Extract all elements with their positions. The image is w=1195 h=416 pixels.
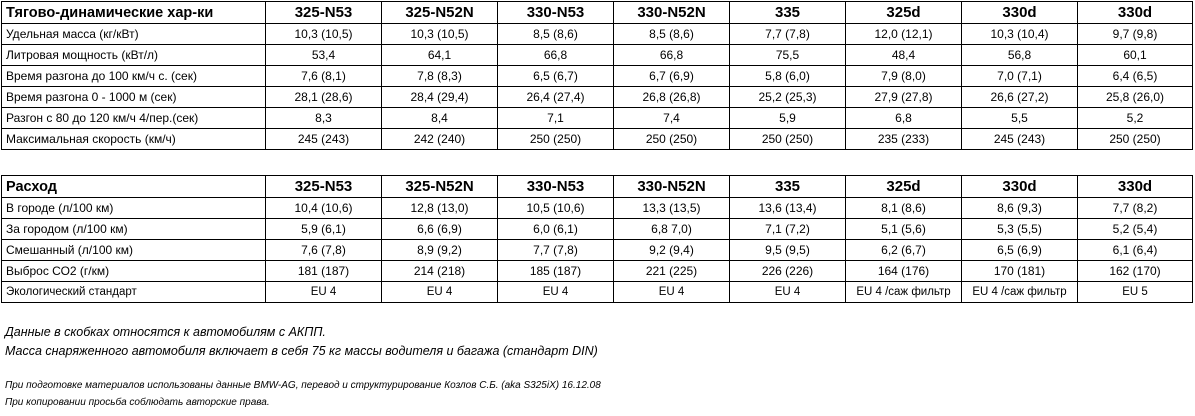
model-header: 330d <box>962 2 1078 24</box>
table-cell: EU 5 <box>1078 282 1193 303</box>
table-cell: 7,4 <box>614 108 730 129</box>
table-cell: 10,4 (10,6) <box>266 198 382 219</box>
model-header: 330-N53 <box>498 176 614 198</box>
table-cell: 8,5 (8,6) <box>498 24 614 45</box>
table-cell: 26,4 (27,4) <box>498 87 614 108</box>
model-header: 330d <box>962 176 1078 198</box>
table-cell: 7,7 (7,8) <box>730 24 846 45</box>
table-cell: 5,2 (5,4) <box>1078 219 1193 240</box>
table-cell: 5,3 (5,5) <box>962 219 1078 240</box>
table-cell: 9,2 (9,4) <box>614 240 730 261</box>
model-header: 330d <box>1078 176 1193 198</box>
row-label: Экологический стандарт <box>2 282 266 303</box>
row-label: Время разгона до 100 км/ч с. (сек) <box>2 66 266 87</box>
table-cell: 10,5 (10,6) <box>498 198 614 219</box>
table-cell: 6,6 (6,9) <box>382 219 498 240</box>
table-cell: 235 (233) <box>846 129 962 150</box>
row-label: Разгон с 80 до 120 км/ч 4/пер.(сек) <box>2 108 266 129</box>
model-header: 330-N53 <box>498 2 614 24</box>
note-mass: Масса снаряженного автомобиля включает в себя 75 кг массы водителя и багажа (стандарт DIN) <box>5 344 598 358</box>
table-cell: 245 (243) <box>266 129 382 150</box>
consumption-table <box>1 175 1193 303</box>
table-cell: 162 (170) <box>1078 261 1193 282</box>
table-cell: 5,9 <box>730 108 846 129</box>
copyright-note: При копировании просьба соблюдать авторские права. <box>5 397 270 408</box>
model-header: 325d <box>846 176 962 198</box>
table-row <box>2 219 1193 240</box>
table-cell: EU 4 <box>730 282 846 303</box>
row-label: За городом (л/100 км) <box>2 219 266 240</box>
table-cell: 12,8 (13,0) <box>382 198 498 219</box>
table-row <box>2 129 1193 150</box>
table-cell: 6,5 (6,7) <box>498 66 614 87</box>
model-header: 330d <box>1078 2 1193 24</box>
table-cell: 75,5 <box>730 45 846 66</box>
table-cell: 6,5 (6,9) <box>962 240 1078 261</box>
table-cell: 8,5 (8,6) <box>614 24 730 45</box>
model-header: 335 <box>730 176 846 198</box>
table-cell: 8,3 <box>266 108 382 129</box>
table-cell: 7,0 (7,1) <box>962 66 1078 87</box>
table-row <box>2 261 1193 282</box>
table-cell: 5,5 <box>962 108 1078 129</box>
table-cell: 6,4 (6,5) <box>1078 66 1193 87</box>
model-header: 325-N52N <box>382 176 498 198</box>
table-cell: 8,4 <box>382 108 498 129</box>
table-row <box>2 87 1193 108</box>
row-label: Удельная масса (кг/кВт) <box>2 24 266 45</box>
table-cell: 164 (176) <box>846 261 962 282</box>
table-cell: 8,9 (9,2) <box>382 240 498 261</box>
table-cell: 25,8 (26,0) <box>1078 87 1193 108</box>
table-cell: 250 (250) <box>614 129 730 150</box>
table-cell: 7,8 (8,3) <box>382 66 498 87</box>
table-cell: 28,1 (28,6) <box>266 87 382 108</box>
table-cell: 10,3 (10,5) <box>266 24 382 45</box>
table-cell: 6,1 (6,4) <box>1078 240 1193 261</box>
table-row <box>2 24 1193 45</box>
table-cell: 10,3 (10,4) <box>962 24 1078 45</box>
table-cell: 10,3 (10,5) <box>382 24 498 45</box>
note-automatic: Данные в скобках относятся к автомобилям с АКПП. <box>5 325 326 339</box>
table-cell: EU 4 <box>382 282 498 303</box>
model-header: 325-N52N <box>382 2 498 24</box>
table-cell: 7,6 (7,8) <box>266 240 382 261</box>
model-header: 330-N52N <box>614 176 730 198</box>
row-label: Литровая мощность (кВт/л) <box>2 45 266 66</box>
row-label: Максимальная скорость (км/ч) <box>2 129 266 150</box>
table-cell: 250 (250) <box>730 129 846 150</box>
table-cell: 6,0 (6,1) <box>498 219 614 240</box>
table-cell: 48,4 <box>846 45 962 66</box>
model-header: 325-N53 <box>266 176 382 198</box>
table-cell: EU 4 <box>266 282 382 303</box>
model-header: 335 <box>730 2 846 24</box>
table-row <box>2 45 1193 66</box>
table-cell: 5,2 <box>1078 108 1193 129</box>
table-cell: 66,8 <box>614 45 730 66</box>
table-cell: 170 (181) <box>962 261 1078 282</box>
header-row <box>2 2 1193 24</box>
model-header: 325-N53 <box>266 2 382 24</box>
table-cell: 7,1 (7,2) <box>730 219 846 240</box>
table-cell: 5,9 (6,1) <box>266 219 382 240</box>
table-cell: 6,8 <box>846 108 962 129</box>
table-row <box>2 198 1193 219</box>
table-cell: 13,6 (13,4) <box>730 198 846 219</box>
table-cell: 26,8 (26,8) <box>614 87 730 108</box>
table-cell: 7,7 (7,8) <box>498 240 614 261</box>
table-title: Тягово-динамические хар-ки <box>2 2 266 24</box>
table-cell: 5,8 (6,0) <box>730 66 846 87</box>
table-cell: 245 (243) <box>962 129 1078 150</box>
table-cell: 226 (226) <box>730 261 846 282</box>
credit-note: При подготовке материалов использованы данные BMW-AG, перевод и структурирование Козлов С.Б. (aka S325iX) 16.12.08 <box>5 380 601 391</box>
table-cell: 64,1 <box>382 45 498 66</box>
model-header: 330-N52N <box>614 2 730 24</box>
table-cell: 28,4 (29,4) <box>382 87 498 108</box>
table-cell: 6,2 (6,7) <box>846 240 962 261</box>
table-cell: 66,8 <box>498 45 614 66</box>
table-cell: 9,5 (9,5) <box>730 240 846 261</box>
table-cell: 6,8 7,0) <box>614 219 730 240</box>
table-cell: EU 4 <box>498 282 614 303</box>
row-label: Выброс СО2 (г/км) <box>2 261 266 282</box>
table-cell: 181 (187) <box>266 261 382 282</box>
table-cell: 7,1 <box>498 108 614 129</box>
table-title: Расход <box>2 176 266 198</box>
table-cell: 5,1 (5,6) <box>846 219 962 240</box>
table-cell: 185 (187) <box>498 261 614 282</box>
table-cell: 9,7 (9,8) <box>1078 24 1193 45</box>
table-cell: 56,8 <box>962 45 1078 66</box>
table-cell: 60,1 <box>1078 45 1193 66</box>
table-cell: 13,3 (13,5) <box>614 198 730 219</box>
table-cell: 250 (250) <box>498 129 614 150</box>
table-cell: 221 (225) <box>614 261 730 282</box>
table-row <box>2 66 1193 87</box>
table-cell: 7,7 (8,2) <box>1078 198 1193 219</box>
table-cell: 26,6 (27,2) <box>962 87 1078 108</box>
row-label: Время разгона 0 - 1000 м (сек) <box>2 87 266 108</box>
row-label: Смешанный (л/100 км) <box>2 240 266 261</box>
table-row <box>2 282 1193 303</box>
table-row <box>2 108 1193 129</box>
table-cell: 53,4 <box>266 45 382 66</box>
table-cell: EU 4 /саж фильтр <box>846 282 962 303</box>
row-label: В городе (л/100 км) <box>2 198 266 219</box>
table-cell: 242 (240) <box>382 129 498 150</box>
table-cell: EU 4 /саж фильтр <box>962 282 1078 303</box>
dynamics-table <box>1 1 1193 150</box>
table-cell: 7,6 (8,1) <box>266 66 382 87</box>
table-cell: 6,7 (6,9) <box>614 66 730 87</box>
table-cell: EU 4 <box>614 282 730 303</box>
model-header: 325d <box>846 2 962 24</box>
table-cell: 12,0 (12,1) <box>846 24 962 45</box>
table-cell: 8,1 (8,6) <box>846 198 962 219</box>
table-cell: 214 (218) <box>382 261 498 282</box>
table-cell: 250 (250) <box>1078 129 1193 150</box>
table-cell: 8,6 (9,3) <box>962 198 1078 219</box>
table-cell: 27,9 (27,8) <box>846 87 962 108</box>
table-cell: 25,2 (25,3) <box>730 87 846 108</box>
table-cell: 7,9 (8,0) <box>846 66 962 87</box>
header-row <box>2 176 1193 198</box>
table-row <box>2 240 1193 261</box>
